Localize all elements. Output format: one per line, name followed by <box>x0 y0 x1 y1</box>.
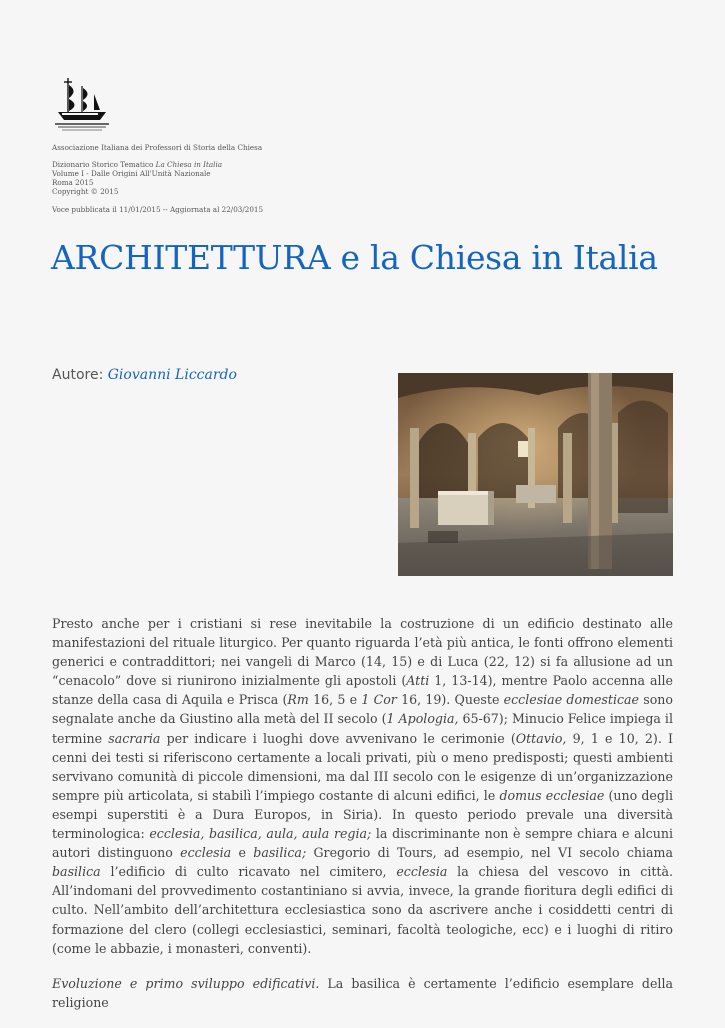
text-run: Evoluzione e primo sviluppo edificativi. <box>52 975 320 991</box>
text-run: Atti <box>406 673 430 689</box>
ship-logo-icon <box>54 76 110 132</box>
text-run: (uno degli esempi superstiti è a Dura Europos, in Siria). In questo periodo prevale una diversità terminologica: <box>52 787 673 842</box>
text-run: la discriminante non è sempre chiara e alcuni autori distinguono <box>52 826 673 861</box>
author-link[interactable]: Giovanni Liccardo <box>107 367 237 383</box>
dictionary-prefix: Dizionario Storico Tematico <box>52 160 156 169</box>
text-run: 16, 19). Queste <box>396 692 504 708</box>
text-run: Ottavio, <box>515 730 567 746</box>
text-run: basilica <box>52 864 101 880</box>
text-run: 1 Cor <box>361 692 397 708</box>
dictionary-title: La Chiesa in Italia <box>155 160 223 169</box>
text-run: 1, 13-14), mentre Paolo accenna alle stanze della casa di Aquila e Prisca ( <box>52 673 673 708</box>
page-title: ARCHITETTURA e la Chiesa in Italia <box>51 238 658 277</box>
publication-dates: Voce pubblicata il 11/01/2015 -- Aggiornata al 22/03/2015 <box>52 205 264 214</box>
text-run: ecclesia <box>180 845 232 861</box>
text-run: ecclesia, basilica, aula, aula regia; <box>149 826 372 842</box>
text-run: per indicare i luoghi dove avvenivano le cerimonie ( <box>160 730 516 746</box>
text-run: e <box>231 845 254 861</box>
text-run: 65-67); Minucio Felice impiega il termine <box>52 711 673 746</box>
church-interior-photo <box>398 373 673 576</box>
dictionary-line <box>52 160 222 169</box>
text-run: ecclesia <box>396 864 448 880</box>
text-run: Presto anche per i cristiani si rese inevitabile la costruzione di un edificio destinato alle manifestazioni del rituale liturgico. Per quanto riguarda l’età più antica, le fonti offrono elementi generici e contraddittori; nei vangeli di Marco (14, 15) e di Luca (22, 12) si fa allusione ad un “cenacolo” dove si riunirono inizialmente gli apostoli ( <box>52 616 673 689</box>
copyright: Copyright © 2015 <box>52 187 119 196</box>
association-name: Associazione Italiana dei Professori di Storia della Chiesa <box>52 143 263 152</box>
author-label: Autore: <box>52 367 108 383</box>
text-run: sono segnalate anche da Giustino alla metà del II secolo ( <box>52 692 673 727</box>
paragraph-evoluzione <box>52 974 673 1012</box>
text-run: ecclesiae domesticae <box>503 692 639 708</box>
text-run: l’edificio di culto ricavato nel cimitero, <box>100 864 397 880</box>
text-run: Rm <box>287 692 309 708</box>
volume-link[interactable]: Volume I - Dalle Origini All'Unità Nazionale <box>52 169 211 178</box>
text-run: 9, 1 e 10, 2). I cenni dei testi si riferiscono certamente a locali privati, più o meno predisposti; questi ambienti servivano comunità di piccole dimensioni, ma dal III secolo con le esigenze di un’organizzazione sempre più articolata, si stabilì l’impiego costante di alcuni edifici, le <box>52 730 673 803</box>
author-line <box>52 367 237 383</box>
text-run: sacraria <box>108 730 161 746</box>
article-body <box>52 614 673 1028</box>
place-year: Roma 2015 <box>52 178 94 187</box>
text-run: 16, 5 e <box>308 692 362 708</box>
text-run: 1 Apologia, <box>386 711 459 727</box>
text-run: basilica; <box>253 845 307 861</box>
paragraph-intro <box>52 614 673 958</box>
text-run: la chiesa del vescovo in città. All’indomani del provvedimento costantiniano si avvia, invece, la grande fioritura degli edifici di culto. Nell’ambito dell’architettura ecclesiastica sono da ascrivere anche i cosiddetti centri di formazione del clero (collegi ecclesiastici, seminari, facoltà teologiche, ecc) e i luoghi di ritiro (come le abbazie, i monasteri, conventi). <box>52 864 673 956</box>
text-run: Gregorio di Tours, ad esempio, nel VI secolo chiama <box>306 845 673 861</box>
text-run: domus ecclesiae <box>499 787 605 803</box>
text-run: La basilica è certamente l’edificio esemplare della religione <box>52 975 673 1010</box>
